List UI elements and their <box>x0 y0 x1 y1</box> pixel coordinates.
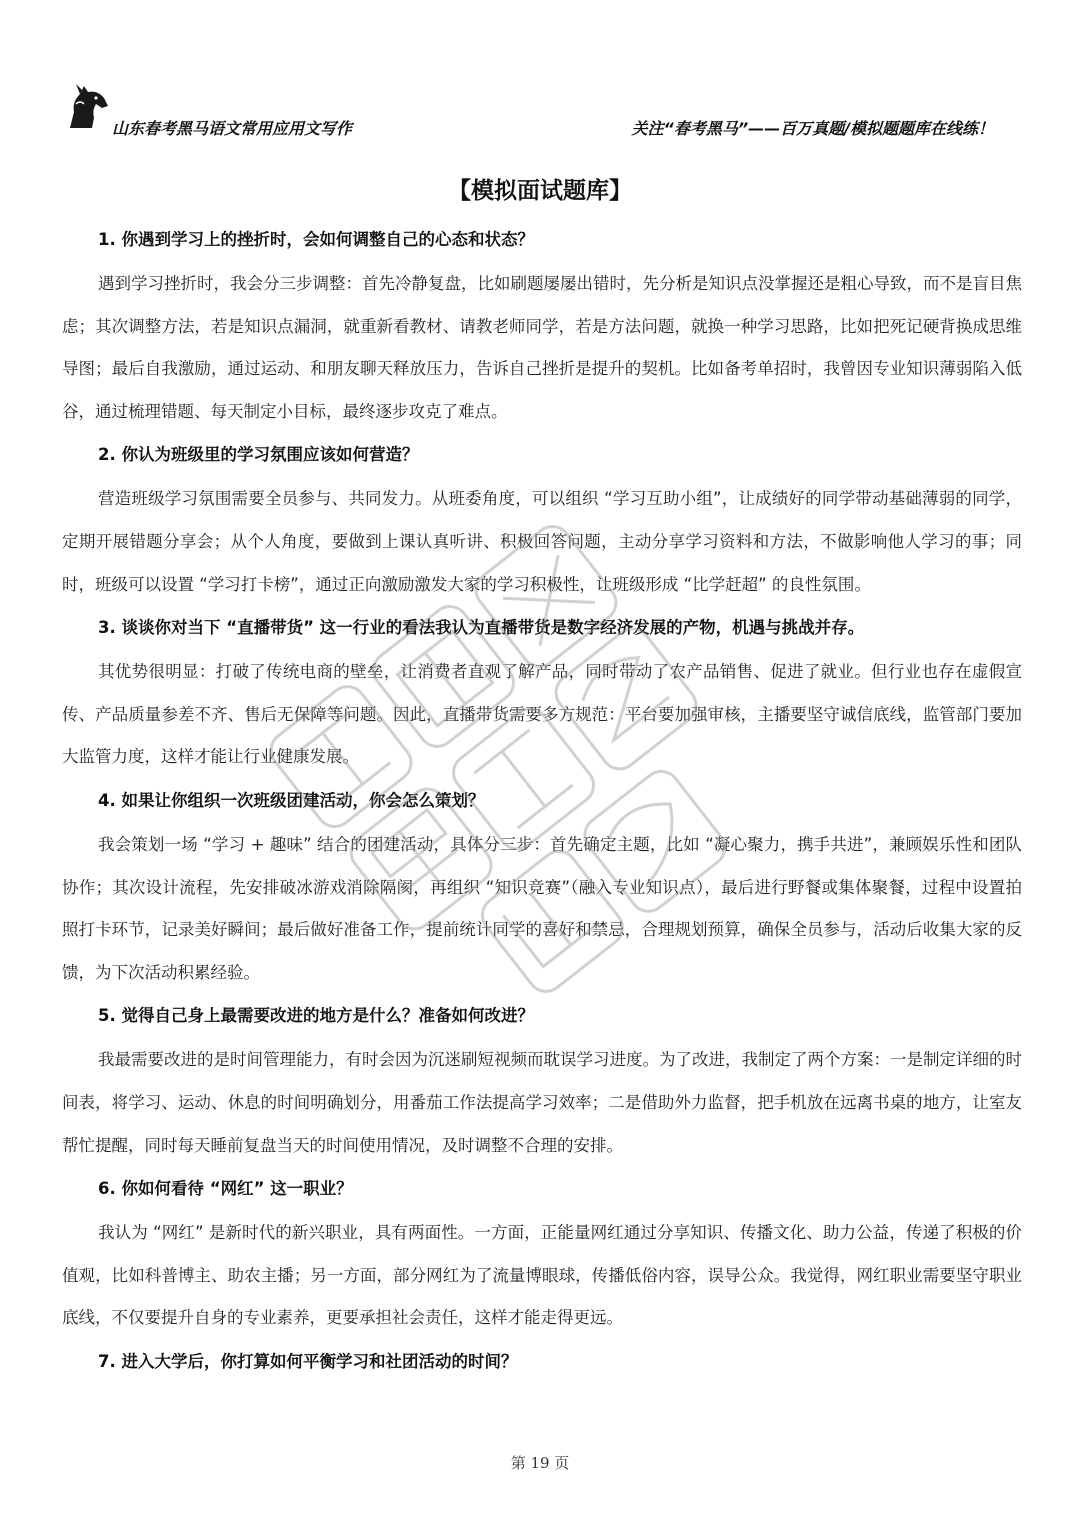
horse-logo-icon <box>62 82 112 132</box>
qa-list <box>62 222 1022 1385</box>
answer-3: 其优势很明显：打破了传统电商的壁垒，让消费者直观了解产品，同时带动了农产品销售、促进了就业。但行业也存在虚假宣传、产品质量参差不齐、售后无保障等问题。因此，直播带货需要多方规范：平台要加强审核，主播要坚守诚信底线，监管部门要加大监管力度，这样才能让行业健康发展。 <box>62 662 1022 767</box>
page-title: 【模拟面试题库】 <box>448 178 632 204</box>
question-2: 2. 你认为班级里的学习氛围应该如何营造？ <box>98 445 419 465</box>
question-4: 4. 如果让你组织一次班级团建活动，你会怎么策划？ <box>98 790 485 810</box>
answer-6: 我认为 “网红” 是新时代的新兴职业，具有两面性。一方面，正能量网红通过分享知识、传播文化、助力公益，传递了积极的价值观，比如科普博主、助农主播；另一方面，部分网红为了流量博眼球，传播低俗内容，误导公众。我觉得，网红职业需要坚守职业底线，不仅要提升自身的专业素养，更要承担社会责任，这样才能走得更远。 <box>62 1223 1022 1328</box>
answer-4: 我会策划一场 “学习 + 趣味” 结合的团建活动，具体分三步：首先确定主题，比如 “凝心聚力，携手共进”，兼顾娱乐性和团队协作；其次设计流程，先安排破冰游戏消除隔阂，再组织 “知识竞赛”（融入专业知识点），最后进行野餐或集体聚餐，过程中设置拍照打卡环节，记录美好瞬间；最后做好准备工作，提前统计同学的喜好和禁忌，合理规划预算，确保全员参与，活动后收集大家的反馈，为下次活动积累经验。 <box>62 834 1022 982</box>
question-3: 3. 谈谈你对当下 “直播带货” 这一行业的看法我认为直播带货是数字经济发展的产物，机遇与挑战并存。 <box>98 618 865 638</box>
question-7: 7. 进入大学后，你打算如何平衡学习和社团活动的时间？ <box>98 1351 518 1371</box>
page-header <box>62 82 1022 138</box>
header-left-title: 山东春考黑马语文常用应用文写作 <box>112 119 353 138</box>
header-right-slogan: 关注“春考黑马”——百万真题/模拟题题库在线练！ <box>631 119 994 138</box>
question-6: 6. 你如何看待 “网红” 这一职业？ <box>98 1179 353 1199</box>
answer-2: 营造班级学习氛围需要全员参与、共同发力。从班委角度，可以组织 “学习互助小组”，让成绩好的同学带动基础薄弱的同学，定期开展错题分享会；从个人角度，要做到上课认真听讲、积极回答问题，主动分享学习资料和方法，不做影响他人学习的事；同时，班级可以设置 “学习打卡榜”，通过正向激励激发大家的学习积极性，让班级形成 “比学赶超” 的良性氛围。 <box>62 489 1022 594</box>
answer-1: 遇到学习挫折时，我会分三步调整：首先冷静复盘，比如刷题屡屡出错时，先分析是知识点没掌握还是粗心导致，而不是盲目焦虑；其次调整方法，若是知识点漏洞，就重新看教材、请教老师同学，若是方法问题，就换一种学习思路，比如把死记硬背换成思维导图；最后自我激励，通过运动、和朋友聊天释放压力，告诉自己挫折是提升的契机。比如备考单招时，我曾因专业知识薄弱陷入低谷，通过梳理错题、每天制定小目标，最终逐步攻克了难点。 <box>62 274 1022 421</box>
page-number: 第 19 页 <box>510 1454 570 1472</box>
question-1: 1. 你遇到学习上的挫折时，会如何调整自己的心态和状态？ <box>98 230 534 249</box>
answer-5: 我最需要改进的是时间管理能力，有时会因为沉迷刷短视频而耽误学习进度。为了改进，我制定了两个方案：一是制定详细的时间表，将学习、运动、休息的时间明确划分，用番茄工作法提高学习效率；二是借助外力监督，把手机放在远离书桌的地方，让室友帮忙提醒，同时每天睡前复盘当天的时间使用情况，及时调整不合理的安排。 <box>62 1050 1022 1155</box>
question-5: 5. 觉得自己身上最需要改进的地方是什么？准备如何改进？ <box>98 1006 534 1026</box>
